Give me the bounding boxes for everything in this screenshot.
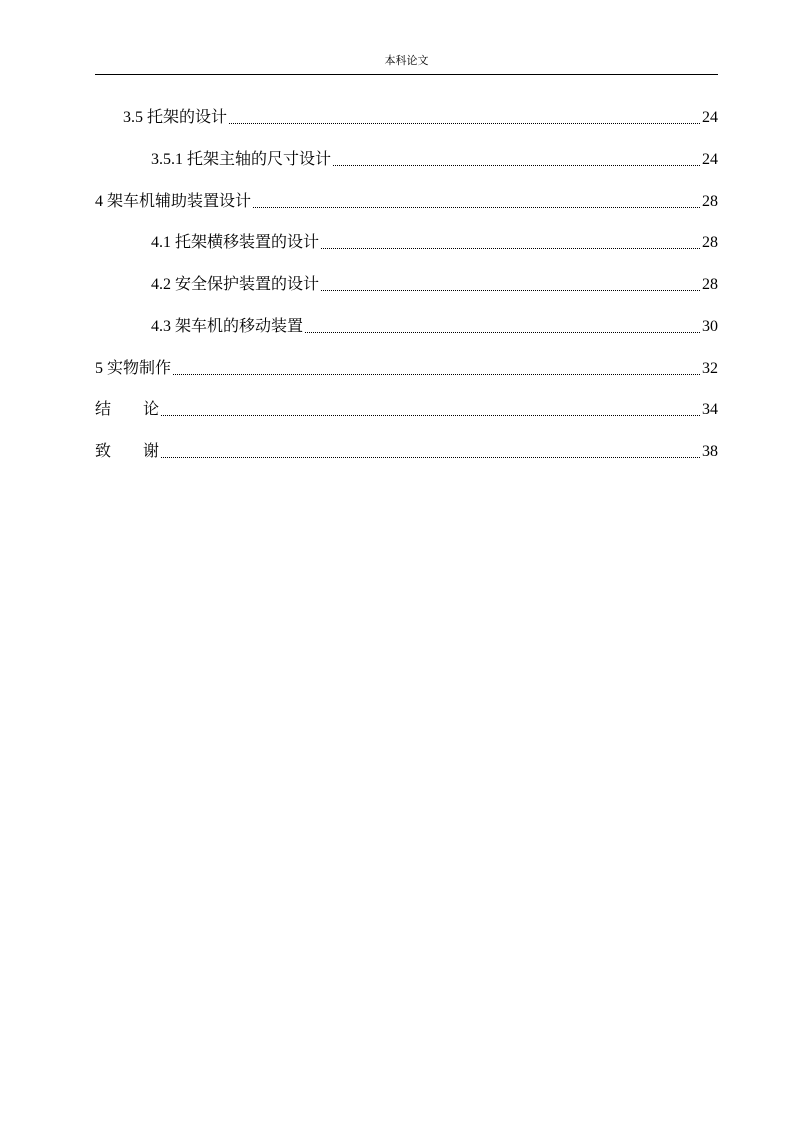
toc-entry-4[interactable] [95, 188, 718, 212]
toc-entry-label: 致 谢 [95, 443, 160, 460]
toc-entry-page: 24 [702, 109, 718, 126]
toc-entry-label: 3.5.1 托架主轴的尺寸设计 [151, 151, 332, 168]
toc-leader-dots [161, 456, 700, 458]
toc-entry-page: 24 [702, 151, 718, 168]
toc-entry-conclusion[interactable] [95, 396, 718, 420]
toc-entry-page: 32 [702, 360, 718, 377]
toc-entry-label: 5 实物制作 [95, 360, 172, 377]
page-header [95, 55, 718, 75]
toc-entry-label: 3.5 托架的设计 [123, 109, 228, 126]
header-title: 本科论文 [384, 55, 429, 67]
toc-leader-dots [161, 414, 700, 416]
toc-entry-5[interactable] [95, 355, 718, 379]
toc-entry-4-1[interactable] [95, 229, 718, 253]
toc-leader-dots [173, 373, 700, 375]
toc-entry-4-3[interactable] [95, 313, 718, 337]
toc-entry-page: 34 [702, 401, 718, 418]
toc-leader-dots [253, 206, 700, 208]
toc-entry-label: 4.3 架车机的移动装置 [151, 318, 304, 335]
toc-leader-dots [321, 289, 700, 291]
toc-entry-acknowledgement[interactable] [95, 438, 718, 462]
toc-entry-label: 4 架车机辅助装置设计 [95, 193, 252, 210]
toc-entry-page: 28 [702, 234, 718, 251]
toc-entry-3-5[interactable] [95, 104, 718, 128]
toc-entry-page: 28 [702, 193, 718, 210]
toc-entry-4-2[interactable] [95, 271, 718, 295]
toc-leader-dots [321, 247, 700, 249]
toc-entry-label: 结 论 [95, 401, 160, 418]
toc-entry-3-5-1[interactable] [95, 146, 718, 170]
toc-entry-label: 4.1 托架横移装置的设计 [151, 234, 320, 251]
toc-entry-page: 28 [702, 276, 718, 293]
toc-entry-page: 38 [702, 443, 718, 460]
toc-entry-label: 4.2 安全保护装置的设计 [151, 276, 320, 293]
toc-leader-dots [333, 164, 700, 166]
toc-entry-page: 30 [702, 318, 718, 335]
toc-leader-dots [305, 331, 700, 333]
toc-leader-dots [229, 122, 700, 124]
